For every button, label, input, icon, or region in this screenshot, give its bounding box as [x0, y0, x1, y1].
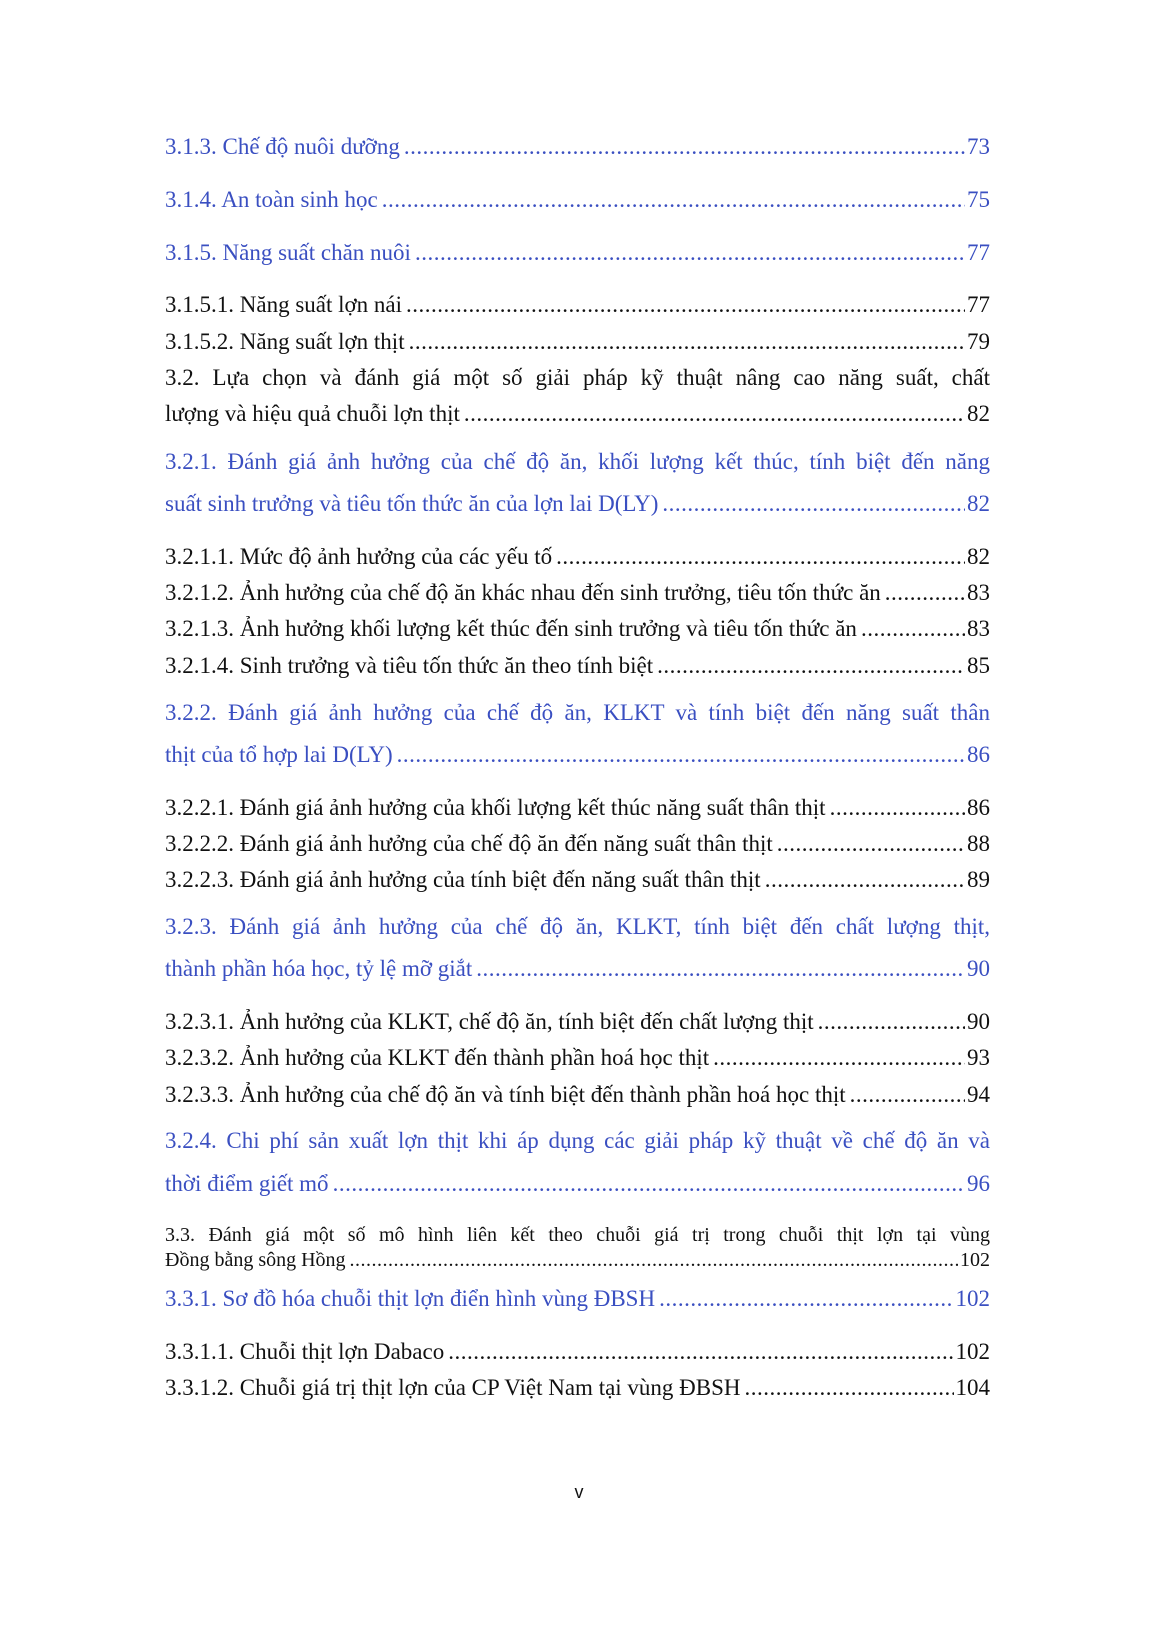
toc-entry-3-2-2-2[interactable] [165, 829, 990, 859]
toc-leader-dots [333, 1169, 965, 1199]
toc-entry-title: 3.2.1.4. Sinh trưởng và tiêu tốn thức ăn theo tính biệt [165, 653, 654, 678]
toc-entry-title: 3.1.3. Chế độ nuôi dưỡng [165, 134, 400, 159]
toc-entry-page: 83 [967, 580, 990, 605]
toc-entry-page: 102 [955, 1339, 990, 1364]
toc-entry-page: 77 [967, 240, 990, 265]
toc-leader-dots [662, 489, 965, 519]
toc-entry-page: 82 [967, 491, 990, 516]
toc-entry-page: 102 [960, 1249, 990, 1271]
toc-entry-page: 90 [967, 1009, 990, 1034]
toc-entry-title: Đồng bằng sông Hồng [165, 1249, 346, 1271]
toc-entry-title: 3.2.3.2. Ảnh hưởng của KLKT đến thành phần hoá học thịt [165, 1045, 710, 1070]
toc-entry-page: 88 [967, 831, 990, 856]
toc-entry-title: 3.3.1. Sơ đồ hóa chuỗi thịt lợn điển hình vùng ĐBSH [165, 1286, 656, 1311]
toc-entry-3-2[interactable] [165, 399, 990, 429]
toc-entry-title: 3.1.5.2. Năng suất lợn thịt [165, 329, 405, 354]
toc-entry-3-2-3-2[interactable] [165, 1043, 990, 1073]
toc-entry-3-2-2-3[interactable] [165, 865, 990, 895]
toc-entry-title: 3.2.2.1. Đánh giá ảnh hưởng của khối lượng kết thúc năng suất thân thịt [165, 795, 826, 820]
toc-leader-dots [850, 1080, 965, 1110]
toc-entry-page: 82 [967, 544, 990, 569]
toc-entry-title: 3.2.1.1. Mức độ ảnh hưởng của các yếu tố [165, 544, 553, 569]
toc-entry-title: 3.3.1.2. Chuỗi giá trị thịt lợn của CP Việt Nam tại vùng ĐBSH [165, 1375, 741, 1400]
toc-entry-3-2-1[interactable] [165, 489, 990, 519]
toc-leader-dots [818, 1007, 965, 1037]
toc-entry-title: 3.1.5. Năng suất chăn nuôi [165, 240, 411, 265]
table-of-contents [165, 0, 990, 1637]
toc-entry-title: thời điểm giết mổ [165, 1171, 329, 1196]
toc-entry-3-2-1-2[interactable] [165, 578, 990, 608]
toc-entry-3-2-1-4[interactable] [165, 651, 990, 681]
toc-leader-dots [415, 238, 965, 268]
toc-entry-3-2-2-line1[interactable]: 3.2.2. Đánh giá ảnh hưởng của chế độ ăn, KLKT và tính biệt đến năng suất thân [165, 700, 990, 725]
toc-entry-3-1-5[interactable] [165, 238, 990, 268]
toc-leader-dots [448, 1337, 953, 1367]
toc-leader-dots [830, 793, 965, 823]
toc-entry-3-2-1-line1[interactable]: 3.2.1. Đánh giá ảnh hưởng của chế độ ăn, khối lượng kết thúc, tính biệt đến năng [165, 449, 990, 474]
toc-entry-title: 3.2.2.2. Đánh giá ảnh hưởng của chế độ ăn đến năng suất thân thịt [165, 831, 773, 856]
toc-entry-3-3-1-1[interactable] [165, 1337, 990, 1367]
toc-entry-3-2-1-1[interactable] [165, 542, 990, 572]
toc-entry-page: 90 [967, 956, 990, 981]
toc-entry-3-1-5-2[interactable] [165, 327, 990, 357]
toc-entry-page: 82 [967, 401, 990, 426]
toc-entry-title: 3.3.1.1. Chuỗi thịt lợn Dabaco [165, 1339, 445, 1364]
toc-entry-page: 77 [967, 292, 990, 317]
toc-entry-title: 3.2.1.3. Ảnh hưởng khối lượng kết thúc đến sinh trưởng và tiêu tốn thức ăn [165, 616, 857, 641]
toc-leader-dots [745, 1373, 954, 1403]
toc-entry-title: 3.2.1.2. Ảnh hưởng của chế độ ăn khác nhau đến sinh trưởng, tiêu tốn thức ăn [165, 580, 881, 605]
toc-entry-3-2-4-line1[interactable]: 3.2.4. Chi phí sản xuất lợn thịt khi áp dụng các giải pháp kỹ thuật về chế độ ăn và [165, 1128, 990, 1153]
toc-entry-3-2-line1[interactable]: 3.2. Lựa chọn và đánh giá một số giải pháp kỹ thuật nâng cao năng suất, chất [165, 365, 990, 390]
toc-leader-dots [861, 614, 965, 644]
toc-entry-3-2-3-1[interactable] [165, 1007, 990, 1037]
toc-entry-3-3-1-2[interactable] [165, 1373, 990, 1403]
toc-entry-title: 3.2.3.1. Ảnh hưởng của KLKT, chế độ ăn, tính biệt đến chất lượng thịt [165, 1009, 814, 1034]
toc-leader-dots [464, 399, 965, 429]
toc-leader-dots [659, 1284, 953, 1314]
toc-entry-title: thành phần hóa học, tỷ lệ mỡ giắt [165, 956, 473, 981]
toc-entry-title: suất sinh trưởng và tiêu tốn thức ăn của lợn lai D(LY) [165, 491, 659, 516]
toc-entry-3-2-3-line1[interactable]: 3.2.3. Đánh giá ảnh hưởng của chế độ ăn, KLKT, tính biệt đến chất lượng thịt, [165, 914, 990, 939]
toc-leader-dots [397, 740, 965, 770]
toc-entry-title: thịt của tổ hợp lai D(LY) [165, 742, 393, 767]
toc-leader-dots [409, 327, 965, 357]
toc-leader-dots [713, 1043, 965, 1073]
toc-entry-3-2-3[interactable] [165, 954, 990, 984]
toc-entry-3-2-1-3[interactable] [165, 614, 990, 644]
toc-entry-3-2-2-1[interactable] [165, 793, 990, 823]
toc-entry-3-3-line1[interactable]: 3.3. Đánh giá một số mô hình liên kết theo chuỗi giá trị trong chuỗi thịt lợn tại vùng [165, 1224, 990, 1246]
toc-entry-page: 79 [967, 329, 990, 354]
toc-entry-page: 94 [967, 1082, 990, 1107]
toc-leader-dots [350, 1248, 958, 1272]
toc-leader-dots [556, 542, 965, 572]
toc-entry-page: 85 [967, 653, 990, 678]
toc-entry-3-3-1[interactable] [165, 1284, 990, 1314]
toc-entry-3-2-4[interactable] [165, 1169, 990, 1199]
toc-leader-dots [657, 651, 965, 681]
toc-leader-dots [765, 865, 965, 895]
toc-entry-3-2-3-3[interactable] [165, 1080, 990, 1110]
toc-entry-page: 86 [967, 795, 990, 820]
toc-entry-page: 104 [955, 1375, 990, 1400]
toc-entry-page: 102 [955, 1286, 990, 1311]
toc-entry-page: 93 [967, 1045, 990, 1070]
toc-entry-page: 75 [967, 187, 990, 212]
toc-entry-page: 96 [967, 1171, 990, 1196]
toc-leader-dots [404, 132, 965, 162]
toc-entry-3-2-2[interactable] [165, 740, 990, 770]
toc-leader-dots [777, 829, 965, 859]
toc-entry-title: 3.2.3.3. Ảnh hưởng của chế độ ăn và tính biệt đến thành phần hoá học thịt [165, 1082, 846, 1107]
toc-entry-title: lượng và hiệu quả chuỗi lợn thịt [165, 401, 460, 426]
toc-entry-title: 3.1.5.1. Năng suất lợn nái [165, 292, 403, 317]
toc-leader-dots [382, 185, 965, 215]
toc-entry-3-1-4[interactable] [165, 185, 990, 215]
toc-entry-3-3[interactable] [165, 1248, 990, 1272]
toc-entry-title: 3.1.4. An toàn sinh học [165, 187, 378, 212]
toc-entry-3-1-3[interactable] [165, 132, 990, 162]
toc-entry-3-1-5-1[interactable] [165, 290, 990, 320]
toc-leader-dots [476, 954, 965, 984]
page-number: v [574, 1482, 584, 1502]
toc-leader-dots [406, 290, 965, 320]
toc-entry-page: 89 [967, 867, 990, 892]
toc-leader-dots [885, 578, 965, 608]
toc-entry-page: 83 [967, 616, 990, 641]
toc-entry-page: 86 [967, 742, 990, 767]
toc-entry-page: 73 [967, 134, 990, 159]
toc-entry-title: 3.2.2.3. Đánh giá ảnh hưởng của tính biệt đến năng suất thân thịt [165, 867, 761, 892]
